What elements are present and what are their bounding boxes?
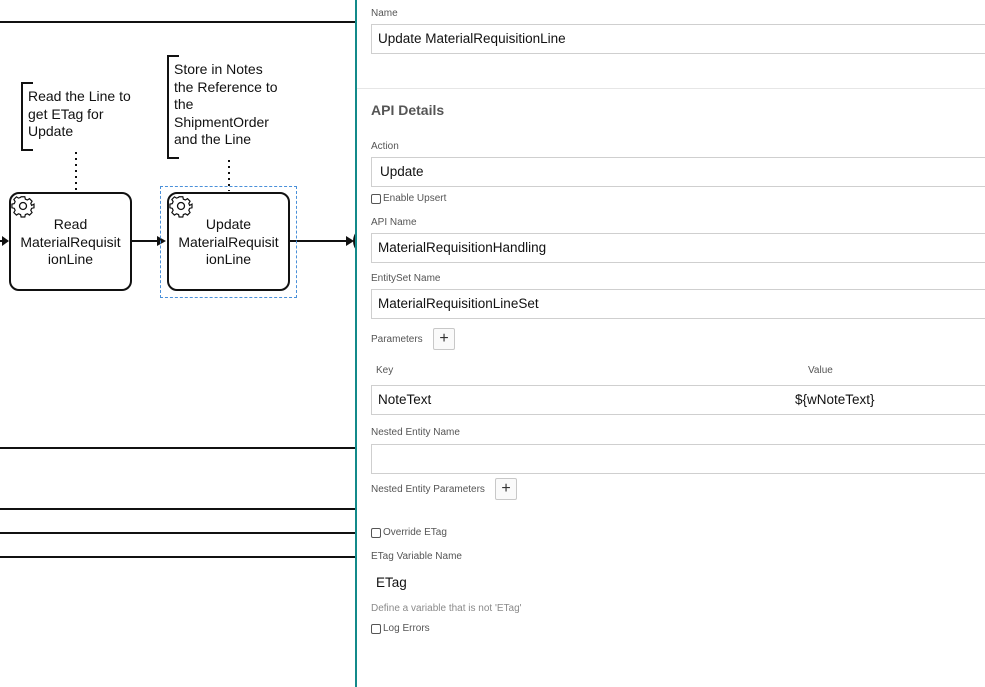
api-name-label: API Name <box>371 217 417 228</box>
checkbox-icon <box>371 528 381 538</box>
task-update-materialrequisitionline[interactable] <box>167 192 290 291</box>
task-read-label: Read MaterialRequisit ionLine <box>20 216 121 267</box>
enable-upsert-label: Enable Upsert <box>383 193 447 204</box>
sequence-flow-arrow <box>346 236 354 246</box>
action-select[interactable]: Update <box>371 157 985 187</box>
process-diagram-canvas[interactable] <box>0 0 355 687</box>
divider <box>357 88 985 89</box>
entityset-label: EntitySet Name <box>371 273 441 284</box>
api-name-input[interactable]: MaterialRequisitionHandling <box>371 233 985 263</box>
override-etag-checkbox[interactable] <box>371 527 447 538</box>
etag-var-input[interactable]: ETag <box>376 575 407 590</box>
etag-var-label: ETag Variable Name <box>371 551 462 562</box>
key-header: Key <box>376 365 394 376</box>
add-parameter-button[interactable]: + <box>433 328 455 350</box>
entityset-input[interactable]: MaterialRequisitionLineSet <box>371 289 985 319</box>
nested-entity-input[interactable] <box>371 444 985 474</box>
checkbox-icon <box>371 194 381 204</box>
value-header: Value <box>808 365 833 376</box>
name-input[interactable]: Update MaterialRequisitionLine <box>371 24 985 54</box>
add-nested-parameter-button[interactable]: + <box>495 478 517 500</box>
log-errors-label: Log Errors <box>383 623 430 634</box>
sequence-flow-arrow <box>2 236 9 246</box>
parameter-value-input[interactable]: ${wNoteText} <box>790 385 985 415</box>
task-update-label: Update MaterialRequisit ionLine <box>178 216 279 267</box>
annotation-read-text: Read the Line to get ETag for Update <box>28 88 131 139</box>
log-errors-checkbox[interactable] <box>371 623 430 634</box>
nested-params-label: Nested Entity Parameters <box>371 484 485 495</box>
api-details-title: API Details <box>371 102 445 118</box>
enable-upsert-checkbox[interactable] <box>371 193 446 204</box>
override-etag-label: Override ETag <box>383 527 447 538</box>
checkbox-icon <box>371 624 381 634</box>
annotation-store-text: Store in Notes the Reference to the ShipmentOrder and the Line <box>174 61 278 147</box>
etag-hint: Define a variable that is not 'ETag' <box>371 603 522 614</box>
name-label: Name <box>371 8 398 19</box>
properties-panel <box>355 0 985 687</box>
task-read-materialrequisitionline[interactable] <box>9 192 132 291</box>
parameter-key-input[interactable]: NoteText <box>371 385 791 415</box>
parameters-label: Parameters <box>371 334 423 345</box>
gear-icon <box>11 194 35 218</box>
gear-icon <box>169 194 193 218</box>
nested-entity-label: Nested Entity Name <box>371 427 460 438</box>
action-label: Action <box>371 141 399 152</box>
